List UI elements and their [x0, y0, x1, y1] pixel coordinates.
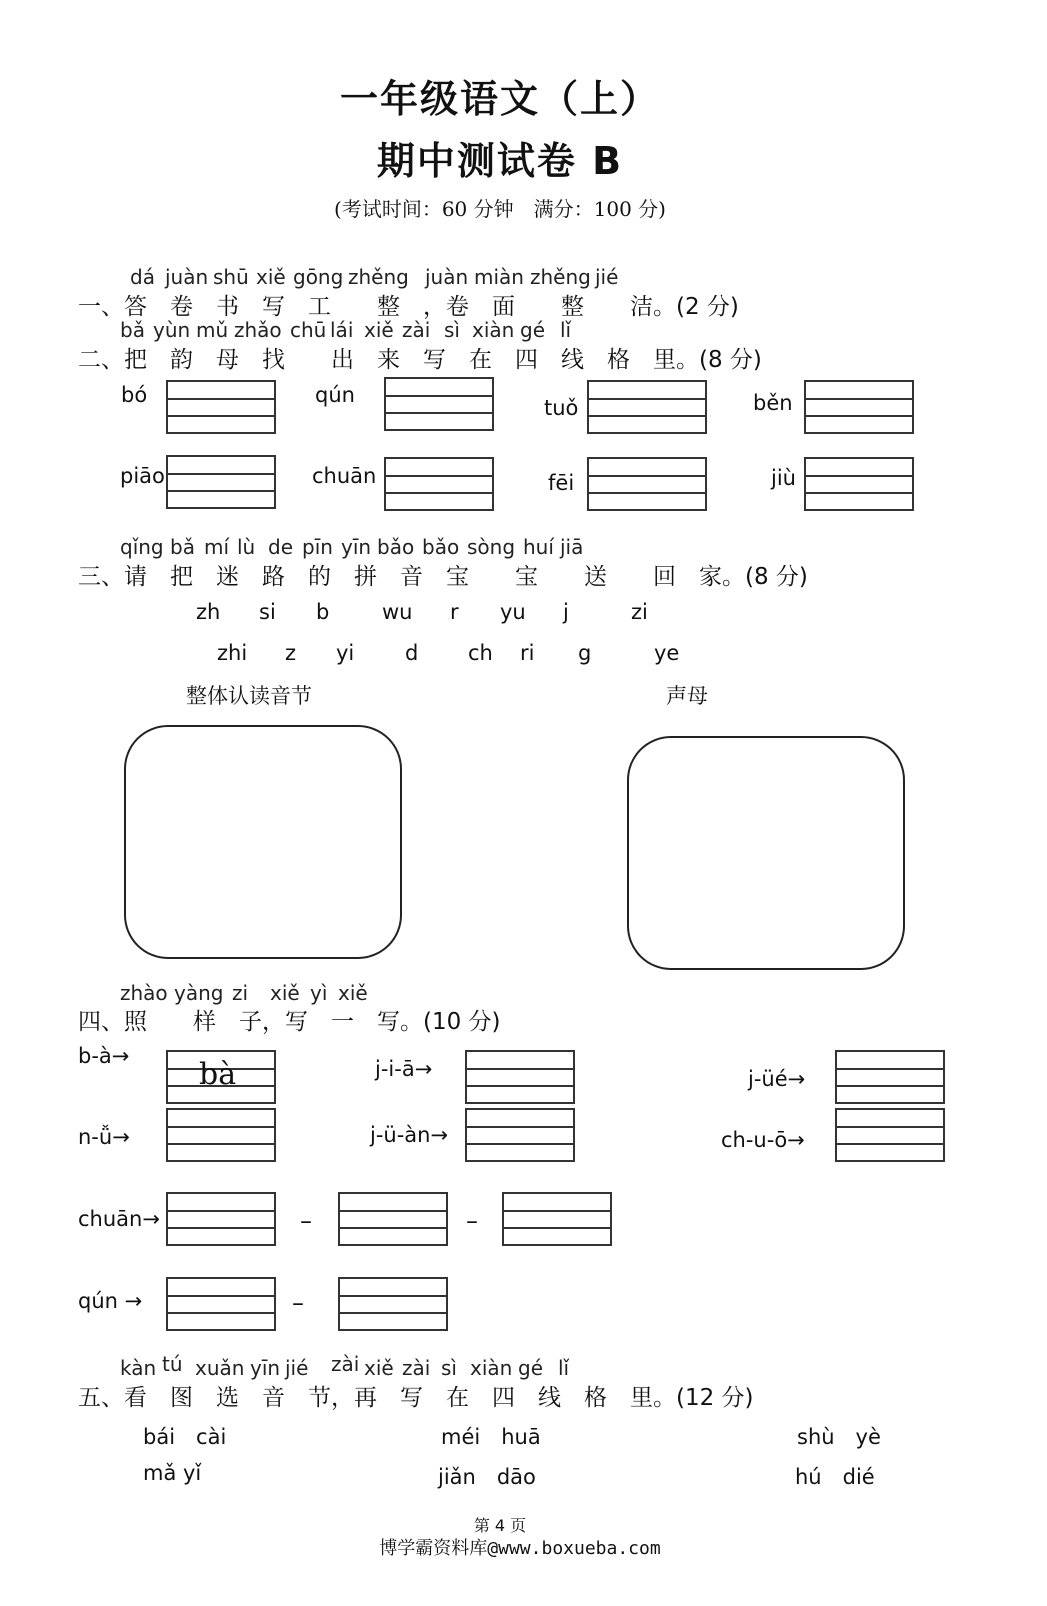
pinyin: bǎo — [422, 535, 460, 559]
q1-text: 一、答 卷 书 写 工 整 ，卷 面 整 洁。(2 分) — [78, 294, 739, 320]
pinyin: jié — [595, 265, 619, 289]
pinyin: xiàn — [470, 1356, 513, 1380]
syllable-label: piāo — [120, 464, 165, 488]
four-line-grid[interactable] — [166, 1108, 276, 1162]
spell-item: j-i-ā→ — [375, 1057, 433, 1081]
pinyin: tú — [162, 1352, 183, 1376]
pinyin-token[interactable]: g — [578, 641, 592, 665]
spell-item: j-üé→ — [748, 1067, 806, 1091]
pinyin: xiě — [270, 981, 300, 1005]
pinyin-token[interactable]: si — [259, 600, 276, 624]
syllable-label: tuǒ — [544, 396, 579, 420]
q5-text: 五、看 图 选 音 节，再 写 在 四 线 格 里。(12 分) — [78, 1385, 754, 1411]
pinyin: xiàn — [472, 318, 515, 342]
spell-item: qún → — [78, 1289, 143, 1313]
pinyin: lǐ — [560, 318, 572, 342]
pinyin: shū — [213, 265, 249, 289]
q4-text: 四、照 样 子，写 一 写。(10 分) — [78, 1009, 501, 1035]
pinyin: zài — [402, 1356, 431, 1380]
word-choice[interactable]: jiǎn dāo — [438, 1465, 536, 1489]
box-label-initials: 声母 — [666, 684, 708, 708]
pinyin: juàn — [425, 265, 469, 289]
spell-item: b-à→ — [78, 1044, 130, 1068]
pinyin: qǐng — [120, 535, 164, 559]
pinyin: lù — [237, 535, 256, 559]
pinyin: xuǎn — [195, 1356, 245, 1380]
syllable-label: bó — [121, 383, 148, 407]
pinyin: pīn — [302, 535, 333, 559]
pinyin-token[interactable]: yu — [500, 600, 526, 624]
four-line-grid[interactable] — [338, 1192, 448, 1246]
syllable-label: běn — [753, 391, 793, 415]
pinyin-token[interactable]: z — [285, 641, 297, 665]
pinyin: yīn — [341, 535, 372, 559]
four-line-grid[interactable] — [384, 457, 494, 511]
four-line-grid[interactable] — [835, 1108, 945, 1162]
four-line-grid[interactable] — [465, 1050, 575, 1104]
box-label-whole-syllables: 整体认读音节 — [186, 684, 312, 708]
spell-item: j-ü-àn→ — [370, 1123, 449, 1147]
initials-box[interactable] — [627, 736, 905, 970]
pinyin: miàn — [474, 265, 524, 289]
pinyin: yīn — [250, 1356, 281, 1380]
four-line-grid[interactable] — [835, 1050, 945, 1104]
pinyin: xiě — [364, 318, 394, 342]
pinyin-token[interactable]: b — [316, 600, 330, 624]
pinyin: bǎo — [377, 535, 415, 559]
syllable-label: qún — [315, 383, 355, 407]
four-line-grid[interactable] — [166, 1192, 276, 1246]
exam-info: (考试时间：60 分钟 满分：100 分) — [334, 197, 666, 221]
pinyin: zi — [232, 981, 249, 1005]
four-line-grid[interactable] — [587, 380, 707, 434]
spell-item: chuān→ — [78, 1207, 160, 1231]
pinyin: zài — [331, 1352, 360, 1376]
word-choice[interactable]: shù yè — [797, 1425, 881, 1449]
pinyin: zhěng — [530, 265, 591, 289]
pinyin: sòng — [467, 535, 516, 559]
pinyin: yàng — [174, 981, 224, 1005]
pinyin: mǔ — [196, 318, 229, 342]
spell-item: n-ǚ→ — [78, 1125, 130, 1149]
sample-answer: bà — [199, 1057, 237, 1092]
pinyin: kàn — [120, 1356, 157, 1380]
four-line-grid[interactable] — [804, 457, 914, 511]
four-line-grid[interactable] — [804, 380, 914, 434]
pinyin: zhào — [120, 981, 168, 1005]
pinyin: sì — [441, 1356, 457, 1380]
page-number: 第 4 页 — [473, 1516, 527, 1535]
q2-text: 二、把 韵 母 找 出 来 写 在 四 线 格 里。(8 分) — [78, 347, 762, 373]
pinyin-token[interactable]: ch — [468, 641, 493, 665]
pinyin: huí — [523, 535, 554, 559]
pinyin: dá — [130, 265, 155, 289]
spell-item: ch-u-ō→ — [721, 1128, 805, 1152]
pinyin: zhěng — [348, 265, 409, 289]
pinyin: mí — [204, 535, 230, 559]
pinyin: zài — [402, 318, 431, 342]
four-line-grid[interactable] — [465, 1108, 575, 1162]
whole-syllable-box[interactable] — [124, 725, 402, 959]
pinyin: jiā — [560, 535, 584, 559]
pinyin-token[interactable]: wu — [382, 600, 413, 624]
four-line-grid[interactable] — [587, 457, 707, 511]
pinyin-token[interactable]: zhi — [217, 641, 248, 665]
four-line-grid[interactable] — [166, 455, 276, 509]
word-choice[interactable]: mǎ yǐ — [143, 1461, 202, 1485]
pinyin: gé — [518, 1356, 543, 1380]
four-line-grid[interactable] — [384, 377, 494, 431]
pinyin-token[interactable]: ri — [520, 641, 535, 665]
pinyin-token[interactable]: zh — [196, 600, 221, 624]
pinyin: lái — [330, 318, 354, 342]
pinyin: zhǎo — [234, 318, 282, 342]
q3-text: 三、请 把 迷 路 的 拼 音 宝 宝 送 回 家。(8 分) — [78, 564, 808, 590]
pinyin-token[interactable]: r — [450, 600, 459, 624]
pinyin: chū — [290, 318, 327, 342]
pinyin-token[interactable]: ye — [654, 641, 680, 665]
pinyin: sì — [444, 318, 460, 342]
page-subtitle: 期中测试卷 B — [376, 139, 624, 183]
pinyin: yì — [310, 981, 328, 1005]
pinyin: yùn — [153, 318, 191, 342]
syllable-label: jiù — [771, 466, 796, 490]
pinyin-token[interactable]: j — [563, 600, 569, 624]
pinyin: de — [268, 535, 293, 559]
pinyin: bǎ — [170, 535, 195, 559]
pinyin: juàn — [165, 265, 209, 289]
four-line-grid[interactable] — [166, 380, 276, 434]
four-line-grid[interactable] — [502, 1192, 612, 1246]
pinyin: lǐ — [558, 1356, 570, 1380]
word-choice[interactable]: méi huā — [441, 1425, 541, 1449]
syllable-label: chuān — [312, 464, 377, 488]
pinyin: gōng — [293, 265, 344, 289]
dash-separator: – — [292, 1289, 304, 1317]
pinyin: jié — [285, 1356, 309, 1380]
pinyin: bǎ — [120, 318, 145, 342]
four-line-grid[interactable] — [338, 1277, 448, 1331]
pinyin: gé — [520, 318, 545, 342]
pinyin-token[interactable]: d — [405, 641, 419, 665]
pinyin: xiě — [256, 265, 286, 289]
four-line-grid[interactable] — [166, 1277, 276, 1331]
pinyin: xiě — [364, 1356, 394, 1380]
dash-separator: – — [466, 1207, 478, 1235]
dash-separator: – — [300, 1207, 312, 1235]
page-title: 一年级语文（上） — [339, 77, 660, 121]
pinyin-token[interactable]: zi — [631, 600, 648, 624]
syllable-label: fēi — [548, 471, 575, 495]
pinyin-token[interactable]: yi — [336, 641, 355, 665]
word-choice[interactable]: bái cài — [143, 1425, 227, 1449]
word-choice[interactable]: hú dié — [795, 1465, 875, 1489]
pinyin: xiě — [338, 981, 368, 1005]
footer-site: 博学霸资料库@www.boxueba.com — [379, 1538, 661, 1559]
